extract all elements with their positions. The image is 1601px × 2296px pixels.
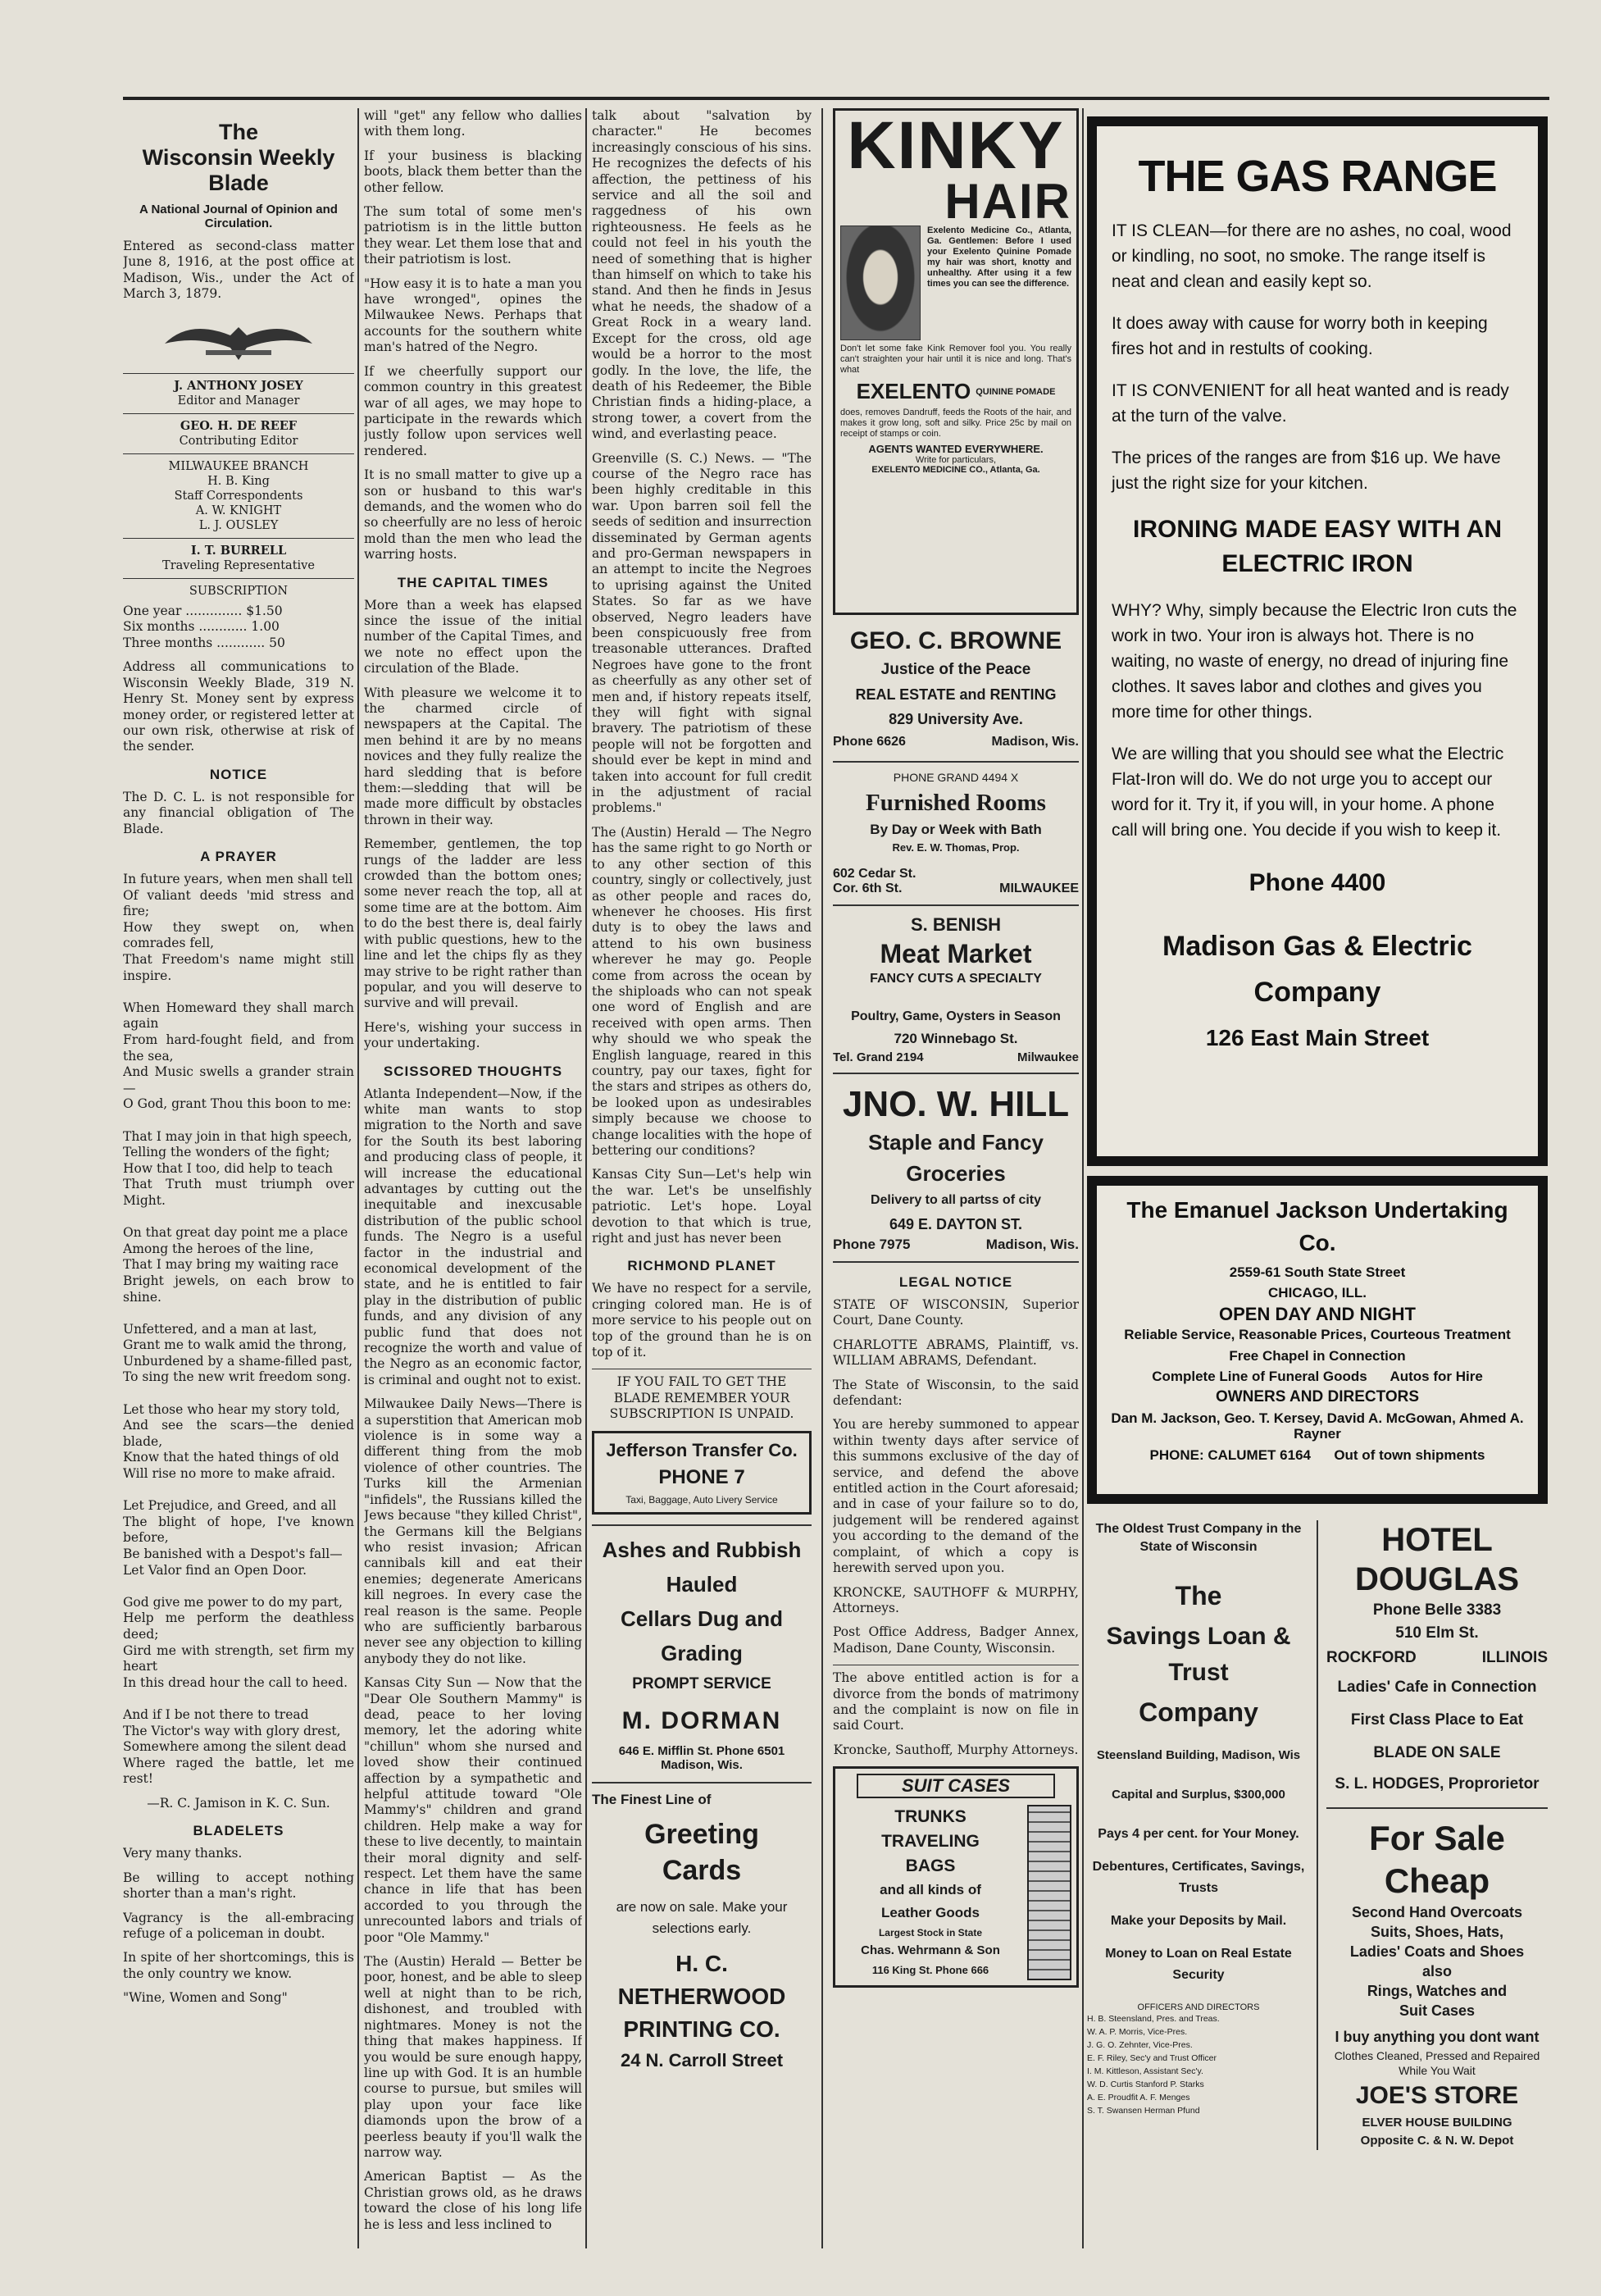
article-paragraph: talk about "salvation by character." He becomes increasingly conscious of his sins. He recognizes the defects of his affection, the pettiness of his service and all the soil and raggedness of his own righteousness. He feels as he could not feel in his youth the need of something that is higher than himself on which to take his stand. And then he finds in Jesus what he needs, the shadow of a Great Rock in a weary land. Except for the cross, old age would be a horror to the most godly. In the love, the life, the death of his Redeemer, the Bible Christian finds a hiding-place, a strong tower, a covert from the wind, and everlasting peace. [592, 108, 812, 442]
column-editorials [364, 108, 582, 2241]
staff-listing [123, 373, 354, 413]
newspaper-page [123, 92, 1549, 2257]
article-paragraph: With pleasure we welcome it to the charmed circle of newspapers at the Capital. The men behind it are by no means novices and they fully realize the hard sledding that is before them:—sledding that will be made more difficult by obstacles thrown in their way. [364, 685, 582, 827]
staff-listing: MILWAUKEE BRANCH H. B. King Staff Correspondents A. W. KNIGHT L. J. OUSLEY [123, 453, 354, 538]
staff-entry: GEO. H. DE REEF Contributing Editor [179, 418, 298, 448]
editorial-paragraph: It is no small matter to give up a son or husband to this war's demands, and the women who do so cheerfully are no less of heroic mold than the men who lead the warring hosts. [364, 467, 582, 563]
prayer-title: A PRAYER [200, 849, 277, 865]
article-paragraph: More than a week has elapsed since the issue of the initial number of the Capital Times, and we note no effect upon the circulation of the Blade. [364, 597, 582, 676]
bladelet-item: Very many thanks. [123, 1846, 243, 1861]
legal-paragraph: STATE OF WISCONSIN, Superior Court, Dane County. [833, 1297, 1079, 1328]
kinky-hair-ad: KINKY HAIR Exelento Medicine Co., Atlanta, Ga. Gentlemen: Before I used your Exelento Quinine Pomade my hair was short, knotty and unhealthy. After using it a few times you can see the difference. Don't let some fake Kink Remover fool you. You really can't straighten your hair until it is nice and long. That's what EXELENTO QUININE POMADE does, removes Dandruff, feeds the Roots of the hair, and makes it grow long, soft and silky. Price 25c by mail on receipt of stamps or coin. AGENTS WANTED EVERYWHERE. Write for particulars, EXELENTO MEDICINE CO., Atlanta, Ga. [833, 108, 1079, 615]
legal-notice-title: LEGAL NOTICE [898, 1274, 1013, 1290]
subscription-warning: IF YOU FAIL TO GET THE BLADE REMEMBER YOUR SUBSCRIPTION IS UNPAID. [592, 1369, 812, 1422]
trunks-ad: SUIT CASES TRUNKS TRAVELING BAGS and all kinds of Leather Goods Largest Stock in State Chas. Wehrmann & Son 116 King St. Phone 666 [833, 1766, 1079, 1988]
notice-text: The D. C. L. is not responsible for any financial obligation of The Blade. [123, 789, 354, 836]
prayer-author: —R. C. Jamison in K. C. Sun. [147, 1795, 330, 1811]
editorial-paragraph: If we cheerfully support our common country in this greatest war of all ages, we may hope to participate in the rewards which justly follow upon services well rendered. [364, 363, 582, 458]
bladelet-item: Vagrancy is the all-embracing refuge of a policeman in doubt. [123, 1910, 354, 1941]
legal-paragraph: Post Office Address, Badger Annex, Madison, Dane County, Wisconsin. [833, 1624, 1079, 1656]
editorial-paragraph: will "get" any fellow who dallies with them long. [364, 108, 582, 139]
column-rule [821, 108, 823, 2248]
legal-paragraph: CHARLOTTE ABRAMS, Plaintiff, vs. WILLIAM ABRAMS, Defendant. [833, 1337, 1079, 1369]
article-paragraph: The (Austin) Herald — Better be poor, honest, and be able to sleep well at night than to be rich, dishonest, and troubled with nightmares. Money is not the thing that makes happiness. If you would be sure enough happy, line up with God. It is an humble course to pursue, but smiles will play upon your face like diamonds upon the brow of a peerless beauty if you'll walk the narrow way. [364, 1954, 582, 2160]
trust-company-ad: The Oldest Trust Company in the State of Wisconsin The Savings Loan & Trust Company Steensland Building, Madison, Wis Capital and Surplus, $300,000 Pays 4 per cent. for Your Money. Debentures, Certificates, Savings, Trusts Make your Deposits by Mail. Money to Loan on Real Estate Security OFFICERS AND DIRECTORS H. B. Steensland, Pres. and Treas. W. A. P. Morris, Vice-Pres. J. G. O. Zehnter, Vice-Pres. E. F. Riley, Sec'y and Trust Officer I. M. Kittleson, Assistant Sec'y. W. D. Curtis Stanford P. Starks A. E. Proudfit A. F. Menges S. T. Swansen Herman Pfund [1087, 1520, 1318, 2150]
benish-meat-ad: S. BENISH Meat Market FANCY CUTS A SPECIALTY Poultry, Game, Oysters in Season 720 Winnebago St. Tel. Grand 2194 Milwaukee [833, 906, 1079, 1074]
column-ads [833, 108, 1079, 1998]
column-large-ads [1087, 108, 1548, 2150]
richmond-planet-title: RICHMOND PLANET [627, 1258, 776, 1274]
browne-ad: GEO. C. BROWNE Justice of the Peace REAL ESTATE and RENTING 829 University Ave. Phone 6626 Madison, Wis. [833, 625, 1079, 763]
staff-entry: J. ANTHONY JOSEY Editor and Manager [174, 378, 303, 408]
editorial-paragraph: If your business is blacking boots, black them better than the other fellow. [364, 148, 582, 195]
eagle-icon [157, 311, 321, 368]
article-paragraph: Atlanta Independent—Now, if the white man wants to stop migration to the North and save for the South its best laboring and producing class of people, it will increase the educational advantages by cutting out the inequitable and inexcusable distribution of the public school funds. The Negro is a useful factor in the industrial and economical development of the state, and he is entitled to fair play in the distribution of public funds, and any division of any public fund that does not recognize the worth and value of the Negro as an economic factor, is criminal and ought not to exist. [364, 1086, 582, 1387]
bottom-ads-row [1087, 1520, 1548, 2150]
column-rule [1082, 108, 1084, 2248]
subscription-title: SUBSCRIPTION [123, 578, 354, 604]
staff-listing [123, 413, 354, 453]
column-rule [357, 108, 359, 2248]
article-paragraph: Here's, wishing your success in your undertaking. [364, 1019, 582, 1051]
masthead-subhead: A National Journal of Opinion and Circulation. [139, 203, 338, 230]
column-rule [585, 108, 587, 2248]
article-paragraph: Kansas City Sun—Let's help win the war. Let's be unselfishly patriotic. Let's hope. Loyal devotion to that which is true, right and just has never been [592, 1167, 812, 1246]
portrait-image [840, 226, 921, 340]
prayer-poem: In future years, when men shall tell Of valiant deeds 'mid stress and fire; How they swept on, when comrades fell, That Freedom's name might still inspire. When Homeward they shall march again From hard-fought field, and from the sea, And Music swells a grander strain— O God, grant Thou this boon to me: That I may join in that high speech, Telling the wonders of the fight; How that I too, did help to teach That Truth must triumph over Might. On that great day point me a place Among the heroes of the line, That I may bring my waiting race Bright jewels, on each brow to shine. Unfettered, and a man at last, Grant me to walk amid the throng, Unburdened by a shame-filled past, To sing the new writ freedom song. Let those who hear my story told, And see the scars—the denied blade, Know that the hated things of old Will rise no more to make afraid. Let Prejudice, and Greed, and all The blight of hope, I've known before, Be banished with a Despot's fall— Let Valor find an Open Door. God give me power to do my part, Help me perform the deathless deed; Gird me with strength, set firm my heart In this dread hour the call to heed. And if I be not there to tread The Victor's way with glory drest, Somewhere among the silent dead Where raged the battle, let me rest! [123, 872, 354, 1787]
editorial-paragraph: The sum total of some men's patriotism is in the little button they wear. Let them lose that and their patriotism is lost. [364, 204, 582, 267]
article-paragraph: Kansas City Sun — Now that the "Dear Ole Southern Mammy" is dead, peace to her loving memory, let the adoring white "chillun" whom she nursed and loved show their continued affection by a sympathetic and helpful attitude toward "Ole Mammy's" children and grand children. Help make a way for these to live decently, to maintain their moral dignity and self-respect. Let them have the same chance in life that has been accorded to you through the unrecounted labors and trials of poor "Ole Mammy." [364, 1675, 582, 1945]
article-paragraph: American Baptist — As the Christian grows old, as he draws toward the close of his long life he is less and less inclined to [364, 2169, 582, 2232]
editorial-paragraph: "How easy it is to hate a man you have wronged", opines the Milwaukee News. Perhaps that accounts for the southern white man's hatred of the Negro. [364, 276, 582, 355]
greeting-cards-ad: The Finest Line of Greeting Cards are now on sale. Make your selections early. H. C. NETHERWOOD PRINTING CO. 24 N. Carroll Street [592, 1782, 812, 2075]
bladelet-item: In spite of her shortcomings, this is the only country we know. [123, 1950, 354, 1981]
legal-paragraph: The State of Wisconsin, to the said defendant: [833, 1377, 1079, 1409]
gas-range-ad: THE GAS RANGE IT IS CLEAN—for there are no ashes, no coal, wood or kindling, no soot, no smoke. The range itself is neat and clean and easily kept so. It does away with cause for worry both in keeping fires hot and in restults of cooking. IT IS CONVENIENT for all heat wanted and is ready at the turn of the valve. The prices of the ranges are from $16 up. We have just the right size for your kitchen. IRONING MADE EASY WITH AN ELECTRIC IRON WHY? Why, simply because the Electric Iron cuts the work in two. Your iron is always hot. There is no waiting, no waste of energy, no dread of injuring fine clothes. It saves labor and clothes and gives you more time for other things. We are willing that you should see what the Electric Flat-Iron will do. We do not urge you to accept our word for it. Try it, if you will, in your home. A phone call will bring one. You decide if you wish to keep it. Phone 4400 Madison Gas & Electric Company 126 East Main Street [1087, 116, 1548, 1166]
scissored-thoughts-title: SCISSORED THOUGHTS [383, 1063, 563, 1079]
trunk-illustration [1027, 1805, 1071, 1980]
bladelet-item: Be willing to accept nothing shorter than a man's right. [123, 1870, 354, 1902]
article-paragraph: The (Austin) Herald — The Negro has the same right to go North or to any other section of this country, singly or collectively, just as other people and races do, whenever he chooses. His first duty is to obey the laws and attend to his own business wherever he may go. People come from across the ocean by the shiploads who can not speak one word of English and are received with open arms. Then why should we who speak the English language, reared in this country, pay our taxes, fight for the stars and stripes as others do, be looked upon as undesirables simply because we choose to change localities with the hope of bettering our conditions? [592, 824, 812, 1158]
right-bottom-ads [1326, 1520, 1548, 2150]
column-masthead [123, 108, 354, 2015]
dorman-ad: Ashes and Rubbish Hauled Cellars Dug and Grading PROMPT SERVICE M. DORMAN 646 E. Mifflin St. Phone 6501 Madison, Wis. [592, 1524, 812, 1772]
capital-times-title: THE CAPITAL TIMES [397, 574, 549, 590]
bladelet-item: "Wine, Women and Song" [123, 1990, 288, 2006]
address-notice: Address all communications to Wisconsin Weekly Blade, 319 N. Henry St. Money sent by express money order, or registered letter at our own risk, otherwise at risk of the sender. [123, 659, 354, 754]
legal-paragraph: You are hereby summoned to appear within twenty days after service of this summons exclusive of the day of service, and defend the above entitled action in the Court aforesaid; and in case of your failure so to do, judgement will be rendered against you according to the demand of the complaint, of which a copy is herewith served upon you. [833, 1417, 1079, 1576]
hotel-douglas-ad: HOTEL DOUGLAS Phone Belle 3383 510 Elm St. ROCKFORD ILLINOIS Ladies' Cafe in Connection First Class Place to Eat BLADE ON SALE S. L. HODGES, Proprorietor [1326, 1520, 1548, 1809]
article-paragraph: Remember, gentlemen, the top rungs of the ladder are less crowded than the bottom ones; some never reach the top, all at some time are at the bottom. Aim to do the best there is, deal fairly with public questions, hew to the line and let the chips fly as they may strive to be right rather than popular, and you will deserve to survive and will prevail. [364, 836, 582, 1011]
masthead: The Wisconsin Weekly Blade [142, 120, 335, 195]
legal-paragraph: The above entitled action is for a divorce from the bonds of matrimony and the complaint is now on file in said Court. [833, 1665, 1079, 1734]
entry-notice: Entered as second-class matter June 8, 1916, at the post office at Madison, Wis., under the Act of March 3, 1879. [123, 239, 354, 302]
legal-paragraph: KRONCKE, SAUTHOFF & MURPHY, Attorneys. [833, 1584, 1079, 1615]
column-news-ads [592, 108, 812, 2075]
article-paragraph: We have no respect for a servile, cringing colored man. He is of more service to his people out on top of the ground than he is on top of it. [592, 1281, 812, 1360]
jackson-undertaking-ad: The Emanuel Jackson Undertaking Co. 2559-61 South State Street CHICAGO, ILL. OPEN DAY AND NIGHT Reliable Service, Reasonable Prices, Courteous Treatment Free Chapel in Connection Complete Line of Funeral Goods Autos for Hire OWNERS AND DIRECTORS Dan M. Jackson, Geo. T. Kersey, David A. McGowan, Ahmed A. Rayner PHONE: CALUMET 6164 Out of town shipments [1087, 1176, 1548, 1504]
article-paragraph: Milwaukee Daily News—There is a superstition that American mob violence is in some way a different thing from the mob violence of other countries. The Turks kill the Armenian "infidels", the Russians killed the Jews because "they killed Christ", the Germans kill the Belgians who resist invasion; African cannibals kill and eat their enemies; degenerate Americans kill negroes. In every case the real reason is the same. People who are sufficiently barbarous never see any objection to killing anybody they do not like. [364, 1396, 582, 1666]
jefferson-transfer-ad: Jefferson Transfer Co. PHONE 7 Taxi, Baggage, Auto Livery Service [592, 1431, 812, 1515]
article-paragraph: Greenville (S. C.) News. — "The course of the Negro race has been highly creditable in this war. Upon barren soil fell the seeds of sedition and insurrection disseminated by German agents and pro-German newspapers in an attempt to incite the Negroes to uprising against the United States. So far as we have observed, Negro leaders have been conspicuously free from treasonable utterances. Drafted Negroes have gone to the front as cheerfully as any other set of men and, if history repeats itself, they will fight with signal bravery. The patriotism of these people will not be forgotten and should ever be kept in mind and taken into account for full credit in the adjustment of racial problems." [592, 450, 812, 816]
legal-paragraph: Kroncke, Sauthoff, Murphy Attorneys. [833, 1742, 1079, 1757]
bladelets-title: BLADELETS [193, 1823, 284, 1839]
top-rule [123, 97, 1549, 100]
staff-listing: I. T. BURRELL Traveling Representative [123, 538, 354, 578]
for-sale-ad: For Sale Cheap Second Hand Overcoats Suits, Shoes, Hats, Ladies' Coats and Shoes also Rings, Watches and Suit Cases I buy anything you dont want Clothes Cleaned, Pressed and Repaired While You Wait JOE'S STORE ELVER HOUSE BUILDING Opposite C. & N. W. Depot [1334, 1819, 1540, 2148]
subscription-rates: One year .............. $1.50 Six months ............ 1.00 Three months ............ 50 [123, 603, 285, 650]
notice-title: NOTICE [209, 766, 268, 782]
hill-groceries-ad: JNO. W. HILL Staple and Fancy Groceries Delivery to all partss of city 649 E. DAYTON ST. Phone 7975 Madison, Wis. [833, 1074, 1079, 1263]
furnished-rooms-ad: PHONE GRAND 4494 X Furnished Rooms By Day or Week with Bath Rev. E. W. Thomas, Prop. 602 Cedar St. Cor. 6th St. MILWAUKEE [833, 763, 1079, 906]
